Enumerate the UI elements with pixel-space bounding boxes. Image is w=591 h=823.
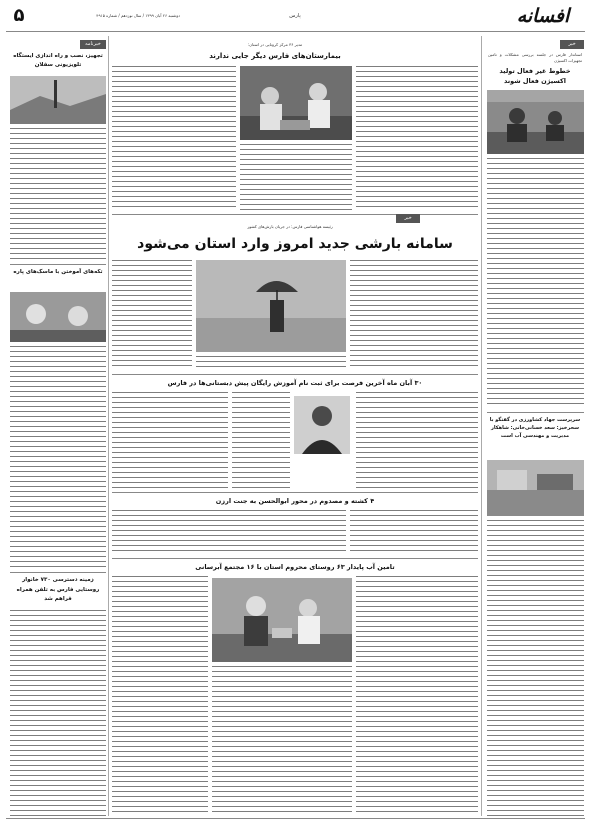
officials-meeting-photo (487, 90, 584, 154)
page-bottom-rule (6, 818, 585, 819)
right-interview-headline: سرپرست جهاد کشاورزی در گفتگو با سحرخیز: سعد خسانی‌خانی: شاهکار مدیریت و مهندسی آب است (489, 417, 581, 439)
weather-photo-caption (196, 356, 346, 370)
preschool-story-text-left (112, 392, 228, 488)
preschool-story-text-right (356, 392, 478, 488)
left-column-tag: خبرنامه (80, 40, 106, 49)
villagers-water-photo (212, 578, 352, 662)
left-story2-text (10, 346, 106, 568)
hospital-story-text-left (112, 66, 236, 210)
right-top-story-text (487, 158, 584, 408)
farm-photo (487, 460, 584, 516)
water-story-text-left (112, 576, 208, 816)
mid-story-headline: ۳۰ آبان ماه آخرین فرصت برای ثبت نام آموزش رایگان پیش دبستانی‌ها در فارس (167, 379, 423, 387)
center-top-kicker: مدیر ۳۶ مرکز کرونایی در استان: (247, 42, 303, 47)
main-story-rule (112, 214, 478, 215)
masks-photo (10, 292, 106, 342)
right-column-tag: خبر (560, 40, 584, 49)
logo: افسانه (516, 5, 570, 27)
main-story-headline: سامانه بارشی جدید امروز وارد استان می‌شود (137, 236, 453, 252)
main-story-kicker: رئیسه هواشناسی فارس: در جریان بارش‌های کشور (247, 224, 333, 229)
right-top-kicker: استاندار فارس در جلسه بررسی مشکلات و تامین تجهیزات اکسیژن (488, 52, 582, 63)
main-story-tag: خبر (396, 214, 420, 223)
water-story-text-middle (212, 666, 352, 816)
tv-station-photo (10, 76, 106, 124)
weather-story-text-right (350, 260, 478, 370)
right-top-headline: خطوط غیر فعال تولید اکسیژن فعال شوند (499, 67, 571, 85)
page-number: ۵ (13, 5, 25, 26)
water-story-text-right (356, 576, 478, 816)
preschool-story-text-middle (232, 392, 290, 488)
masthead-rule (6, 31, 585, 32)
weather-story-text-left (112, 260, 192, 370)
hospital-ward-photo (240, 66, 352, 140)
left-story3-headline: زمینه دسترسی ۷۳۰ خانوار روستایی فارس به تلفن همراه فراهم شد (16, 577, 100, 602)
mid-story-rule (112, 374, 478, 375)
issue-info: دوشنبه ۲۶ آبان ۱۳۹۹ / سال نوزدهم / شماره ۴۹۱۵ (96, 13, 180, 18)
left-story3-text (10, 610, 106, 816)
bottom-story-rule-2 (112, 558, 478, 559)
accident-story-text-left (112, 510, 346, 554)
left-story1-text (10, 128, 106, 260)
left-divider-1 (10, 264, 106, 265)
left-story1-headline: تجهیز، نصب و راه اندازی ایستگاه تلویزیونی سفلان (13, 53, 103, 68)
official-portrait-photo (294, 396, 350, 454)
accident-story-text-right (350, 510, 478, 554)
left-divider-2 (10, 572, 106, 573)
column-rule-right (481, 36, 482, 816)
hospital-story-text-right (356, 66, 478, 210)
bottom-story-rule-1 (112, 492, 478, 493)
section-title: پارس (289, 13, 301, 19)
right-divider (487, 412, 584, 413)
masthead (0, 0, 591, 32)
rain-umbrella-photo (196, 260, 346, 352)
column-rule-left (108, 36, 109, 816)
right-interview-text (487, 520, 584, 816)
hospital-story-text-middle (240, 144, 352, 210)
center-top-headline: بیمارستان‌های فارس دیگر جایی ندارند (209, 52, 341, 60)
bottom-headline-2: تامین آب پایدار ۶۳ روستای محروم استان با ۱۶ مجتمع آبرسانی (195, 563, 395, 571)
bottom-headline-1: ۴ کشته و مصدوم در محور ابوالحسن به جنت ارزن (215, 497, 375, 505)
left-story2-headline: تکه‌های آموختن با ماسک‌های پاره (13, 269, 103, 275)
